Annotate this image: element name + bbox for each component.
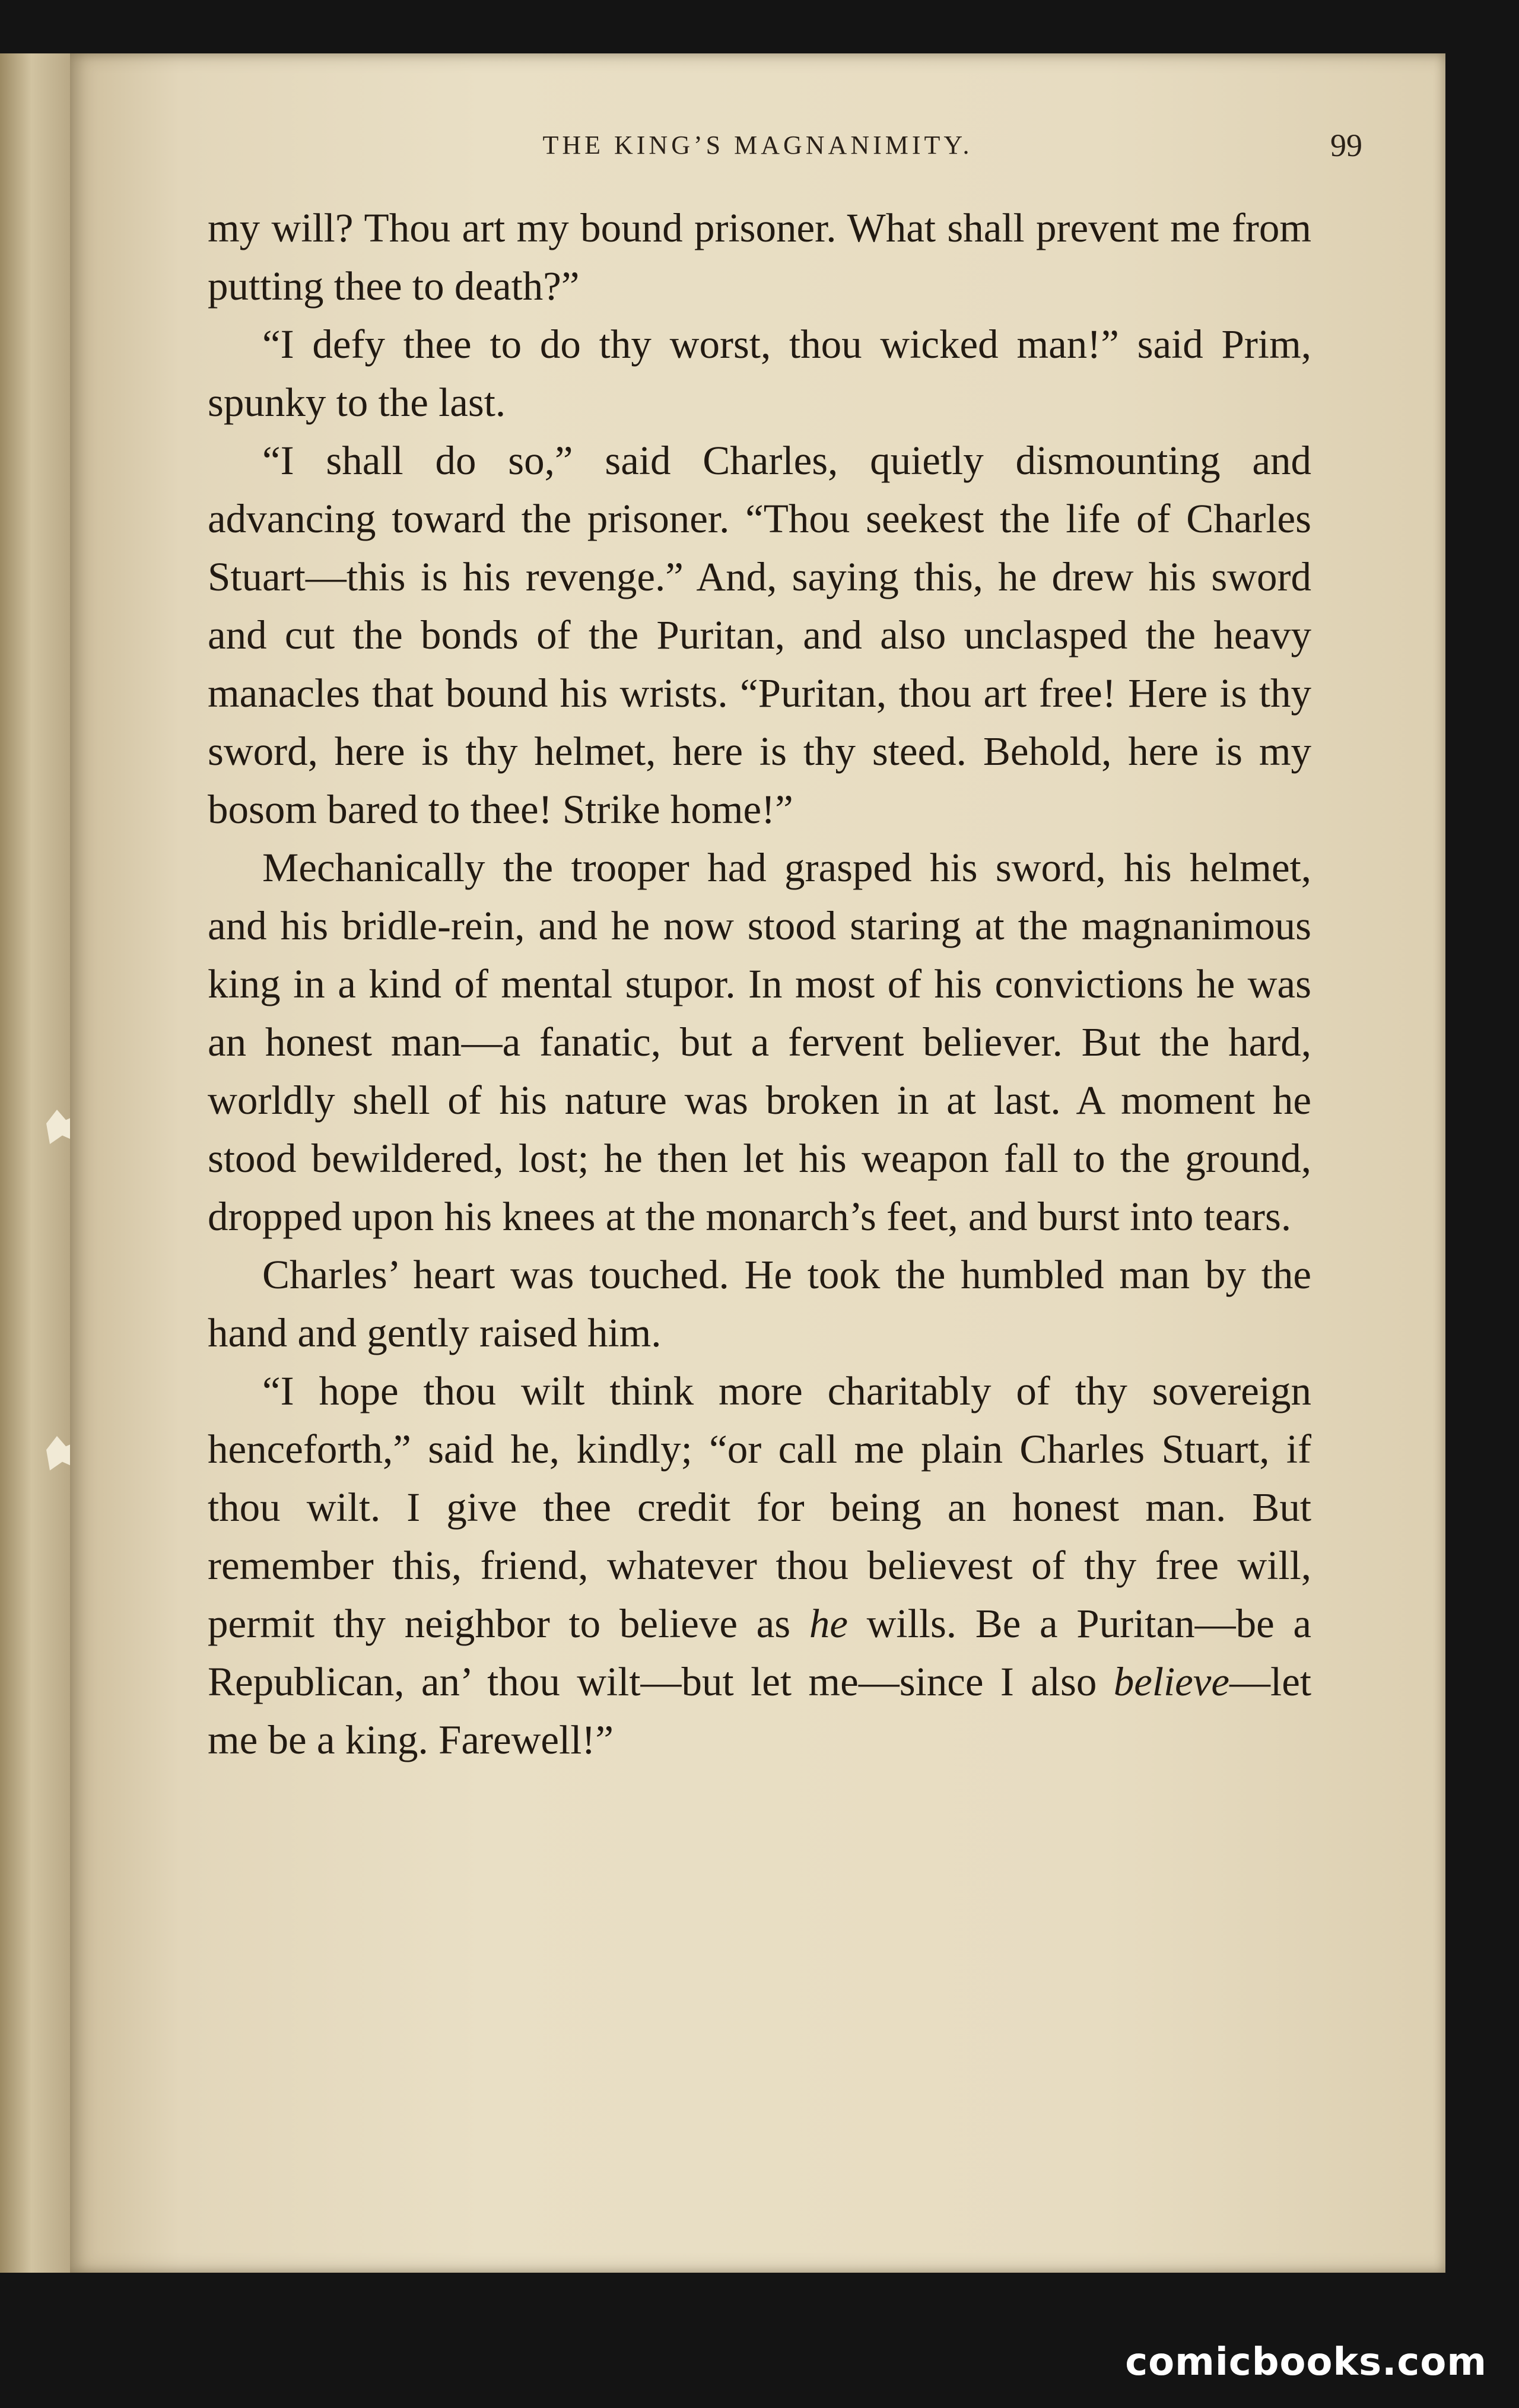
book-spine-edge bbox=[0, 53, 74, 2273]
running-title: THE KING’S MAGNANIMITY. bbox=[542, 131, 973, 160]
running-head bbox=[70, 122, 1445, 169]
final-paragraph-text: “I hope thou wilt think more charitably of thy sovereign henceforth,” said he, kindly; “or call me plain Charles Stuart, if thou wilt. I give thee credit for being an honest man. But remember this, friend, whatever thou believest of thy free will, permit thy neighbor to believe as bbox=[208, 1368, 1311, 1646]
watermark: comicbooks.com bbox=[1125, 2340, 1487, 2384]
paragraph: my will? Thou art my bound prisoner. What shall prevent me from putting thee to death?” bbox=[208, 205, 1311, 309]
final-paragraph bbox=[208, 1362, 1311, 1769]
emphasis-he: he bbox=[809, 1601, 848, 1646]
paragraph: “I defy thee to do thy worst, thou wicked man!” said Prim, spunky to the last. bbox=[208, 322, 1311, 425]
final-paragraph-text: wills. Be a Puritan—be a Republican, an’ thou wilt—but let me—since I also bbox=[208, 1601, 1311, 1704]
paragraph: “I shall do so,” said Charles, quietly dismounting and advancing toward the prisoner. “Thou seekest the life of Charles Stuart—this is his revenge.” And, saying this, he drew his sword and cut the bonds of the Puritan, and also unclasped the heavy manacles that bound his wrists. “Puritan, thou art free! Here is thy sword, here is thy helmet, here is thy steed. Behold, here is my bosom bared to thee! Strike home!” bbox=[208, 438, 1311, 832]
final-paragraph-text: —let me be a king. Farewell!” bbox=[208, 1659, 1311, 1762]
emphasis-believe: believe bbox=[1113, 1659, 1230, 1704]
body-text bbox=[208, 199, 1311, 1769]
paragraph: Charles’ heart was touched. He took the humbled man by the hand and gently raised him. bbox=[208, 1252, 1311, 1355]
page-number: 99 bbox=[1330, 128, 1362, 163]
paragraph: Mechanically the trooper had grasped his sword, his helmet, and his bridle-rein, and he now stood staring at the magnanimous king in a kind of mental stupor. In most of his convictions he was an honest man—a fanatic, but a fervent believer. But the hard, worldly shell of his nature was broken in at last. A moment he stood bewildered, lost; he then let his weapon fall to the ground, dropped upon his knees at the monarch’s feet, and burst into tears. bbox=[208, 845, 1311, 1239]
book-page bbox=[70, 53, 1445, 2273]
